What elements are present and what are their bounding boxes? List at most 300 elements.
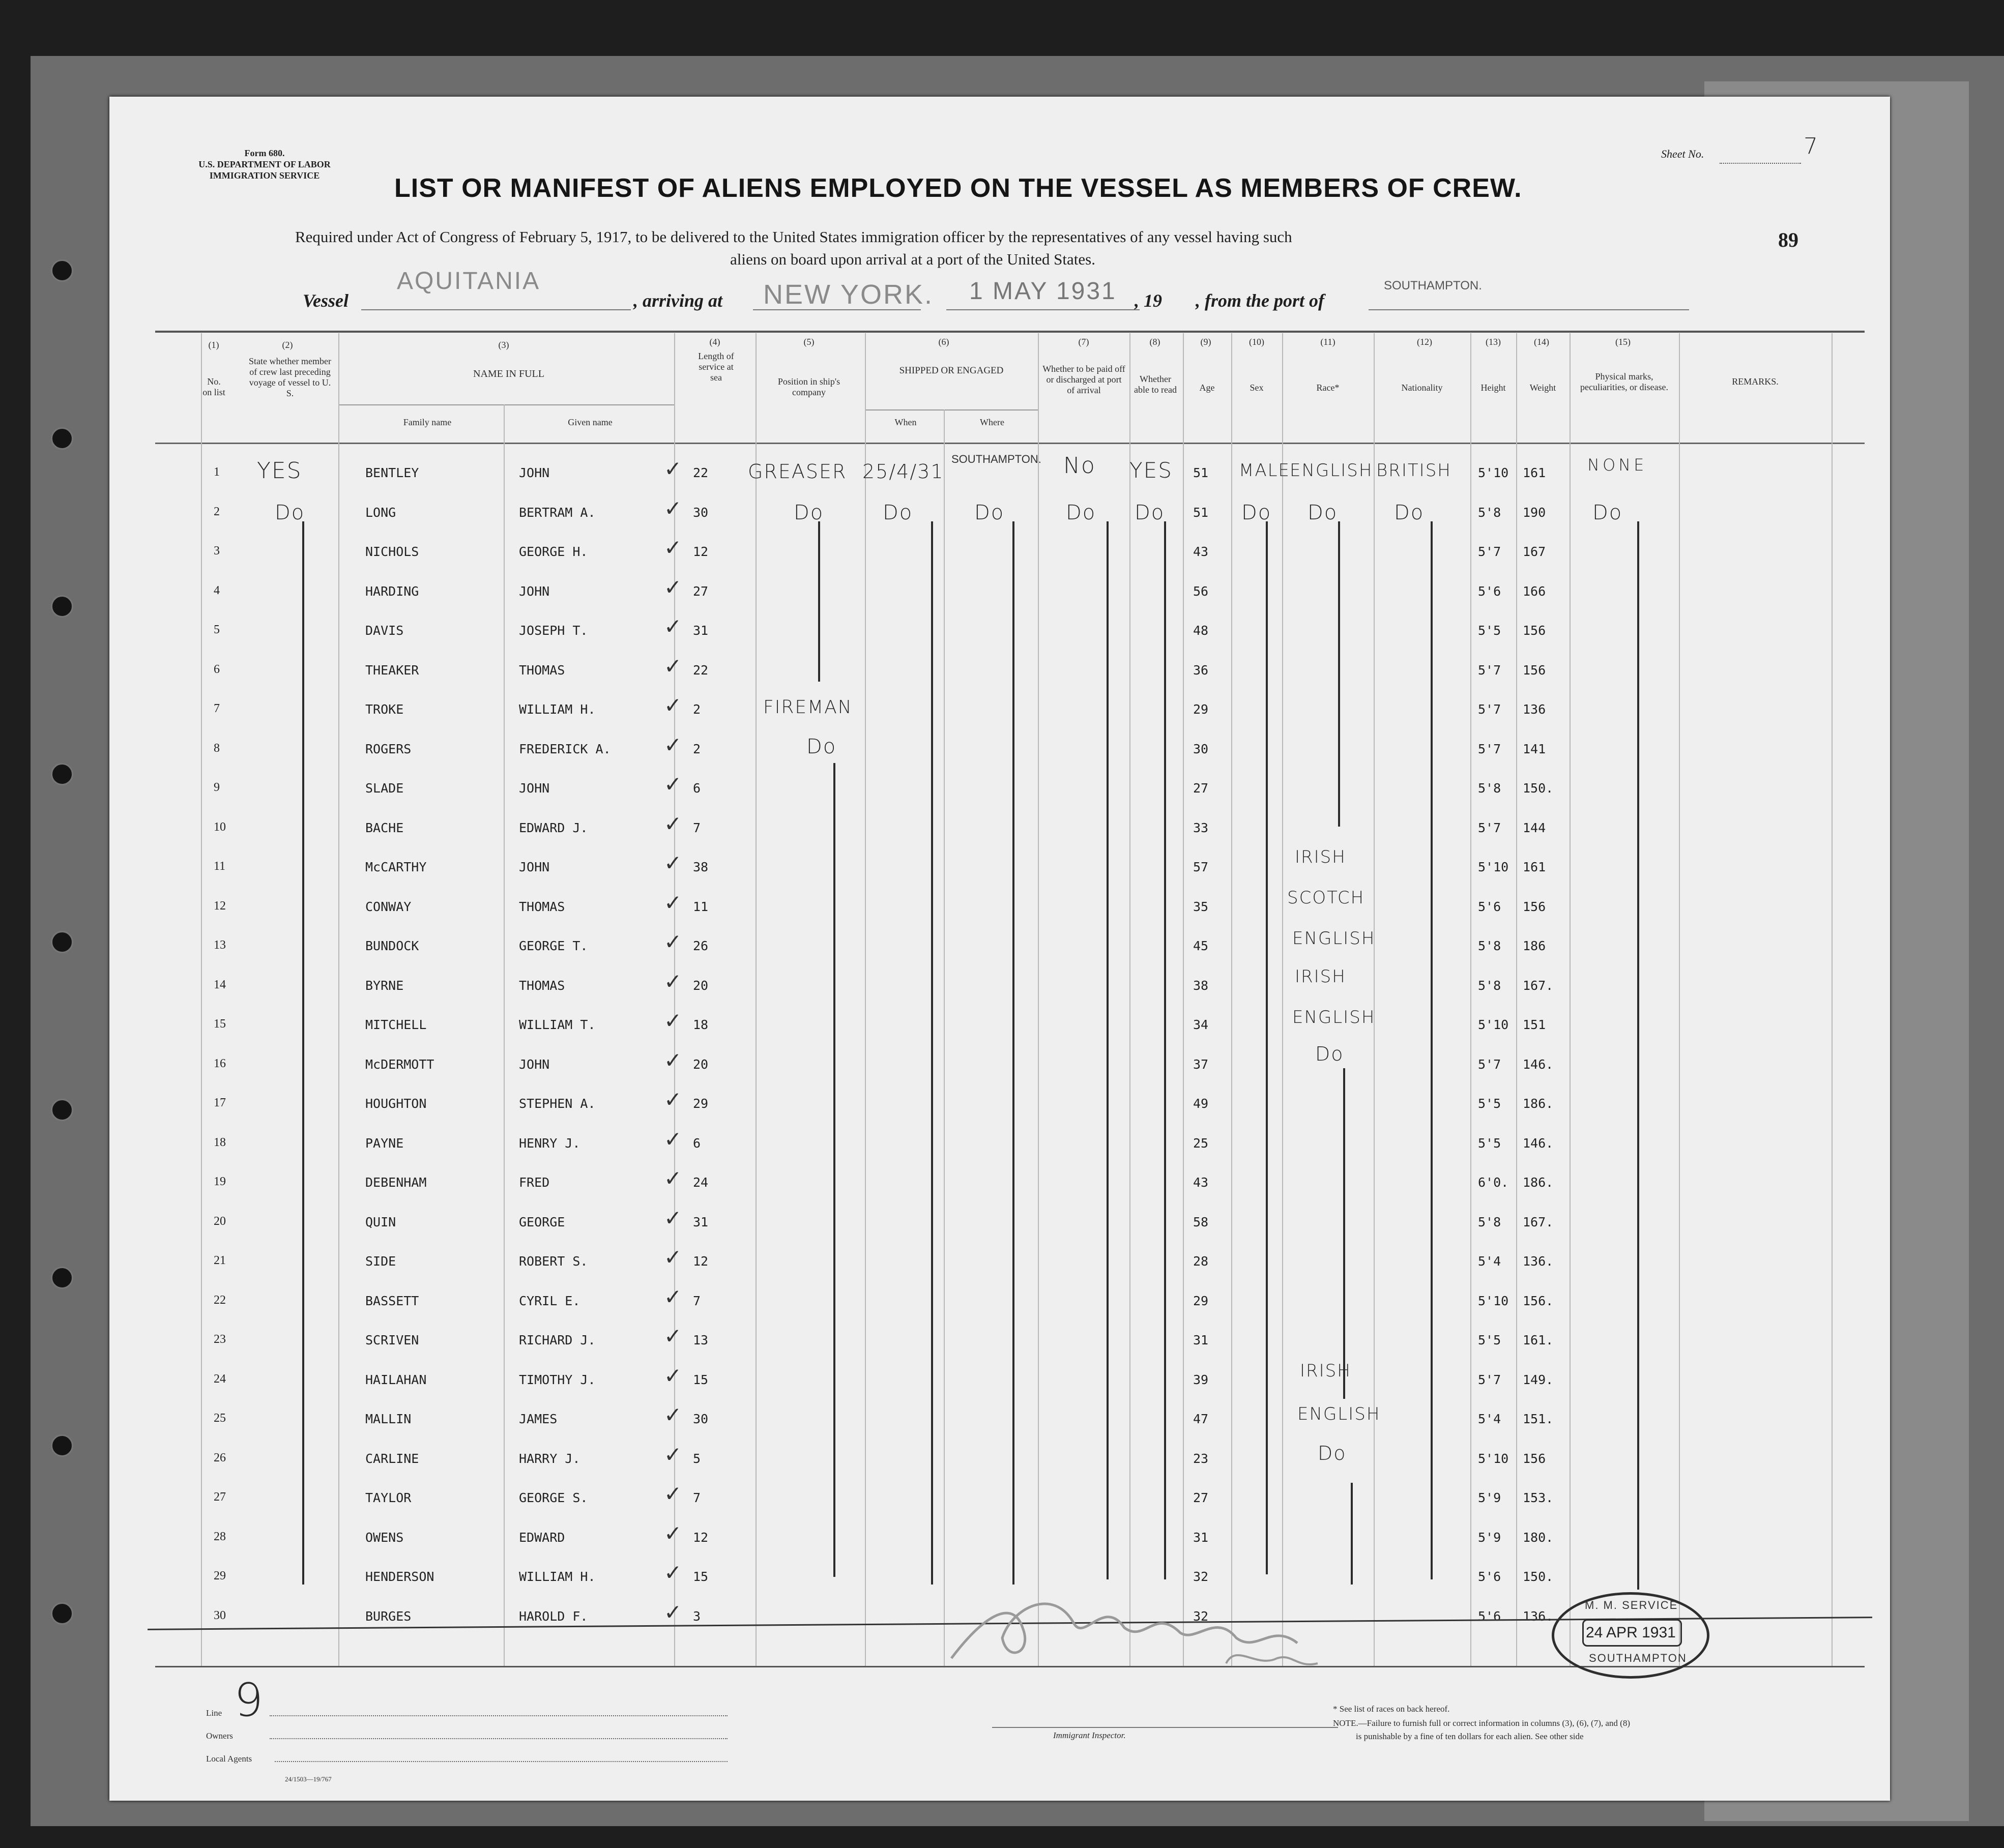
weight-cell: 180. — [1523, 1530, 1554, 1545]
given-name-cell: HENRY J. — [519, 1136, 580, 1151]
family-name-cell: CONWAY — [365, 899, 412, 914]
check-mark-icon: ✓ — [664, 1560, 682, 1585]
col-divider — [338, 333, 339, 1666]
row-number: 9 — [214, 781, 220, 794]
col-num-4: (4) — [709, 337, 720, 347]
family-name-cell: HAILAHAN — [365, 1372, 427, 1387]
ditto-mark: Do — [1135, 501, 1165, 524]
row-number: 17 — [214, 1096, 226, 1109]
header-previous-voyage: State whether member of crew last preceding voyage of vessel to U. S. — [249, 356, 331, 398]
row-number: 14 — [214, 978, 226, 991]
binder-hole-icon — [51, 1602, 73, 1625]
hw-position-ditto: Do — [806, 735, 837, 758]
sheet-label: Sheet No. — [1661, 148, 1704, 160]
weight-cell: 141 — [1523, 742, 1546, 756]
service-length-cell: 31 — [693, 1215, 709, 1229]
col-num-6: (6) — [938, 337, 949, 347]
row-number: 27 — [214, 1490, 226, 1504]
col-num-12: (12) — [1417, 337, 1432, 347]
hw-position: GREASER — [748, 460, 847, 483]
row-number: 23 — [214, 1333, 226, 1346]
family-name-cell: BASSETT — [365, 1294, 419, 1308]
header-weight: Weight — [1529, 383, 1556, 393]
given-name-cell: JOHN — [519, 465, 550, 480]
vessel-label: Vessel — [303, 290, 348, 311]
height-cell: 5'4 — [1478, 1412, 1501, 1426]
form-number: Form 680. — [244, 148, 285, 158]
family-name-cell: THEAKER — [365, 663, 419, 678]
table-header-rule — [155, 443, 1865, 444]
height-cell: 5'4 — [1478, 1254, 1501, 1269]
age-cell: 43 — [1193, 544, 1209, 559]
height-cell: 5'8 — [1478, 1215, 1501, 1229]
arrival-date: 1 MAY 1931 — [969, 278, 1117, 305]
family-name-cell: BUNDOCK — [365, 938, 419, 953]
col-divider — [1470, 333, 1471, 1666]
ditto-line-race-3 — [1351, 1483, 1353, 1585]
header-name-in-full: NAME IN FULL — [473, 368, 544, 379]
age-cell: 36 — [1193, 663, 1209, 678]
header-nationality: Nationality — [1401, 383, 1443, 393]
age-cell: 47 — [1193, 1412, 1209, 1426]
weight-cell: 186 — [1523, 938, 1546, 953]
col-num-8: (8) — [1149, 337, 1160, 347]
row-number: 21 — [214, 1254, 226, 1267]
age-cell: 29 — [1193, 1294, 1209, 1308]
row-number: 16 — [214, 1057, 226, 1070]
footer-note-2: is punishable by a fine of ten dollars for each alien. See other side — [1356, 1732, 1584, 1741]
service-length-cell: 12 — [693, 544, 709, 559]
ditto-mark: Do — [794, 501, 824, 524]
family-name-cell: DAVIS — [365, 623, 404, 638]
port-underline — [753, 309, 921, 310]
check-mark-icon: ✓ — [664, 850, 682, 875]
ditto-line-previous-voyage — [302, 521, 304, 1585]
given-name-cell: GEORGE — [519, 1215, 565, 1229]
service-length-cell: 13 — [693, 1333, 709, 1347]
family-name-cell: MALLIN — [365, 1412, 412, 1426]
hw-nationality: BRITISH — [1376, 460, 1451, 481]
col-num-14: (14) — [1534, 337, 1549, 347]
check-mark-icon: ✓ — [664, 772, 682, 797]
age-cell: 37 — [1193, 1057, 1209, 1072]
col-divider — [1374, 333, 1375, 1666]
given-name-cell: JOHN — [519, 584, 550, 599]
family-name-cell: McDERMOTT — [365, 1057, 434, 1072]
given-name-cell: HARRY J. — [519, 1451, 580, 1466]
hw-race-irish: IRISH — [1295, 966, 1346, 987]
check-mark-icon: ✓ — [664, 969, 682, 994]
col-divider — [1038, 333, 1039, 1666]
given-name-cell: TIMOTHY J. — [519, 1372, 596, 1387]
weight-cell: 167 — [1523, 544, 1546, 559]
col-divider — [1129, 333, 1130, 1666]
check-mark-icon: ✓ — [664, 1402, 682, 1427]
age-cell: 56 — [1193, 584, 1209, 599]
header-position: Position in ship's company — [777, 376, 840, 397]
col-num-15: (15) — [1615, 337, 1631, 347]
weight-cell: 136. — [1523, 1609, 1554, 1624]
weight-cell: 166 — [1523, 584, 1546, 599]
check-mark-icon: ✓ — [664, 1442, 682, 1467]
ditto-mark: Do — [883, 501, 913, 524]
family-name-cell: BYRNE — [365, 978, 404, 993]
height-cell: 5'9 — [1478, 1490, 1501, 1505]
hw-race-english: ENGLISH — [1297, 1404, 1381, 1424]
service-length-cell: 30 — [693, 505, 709, 520]
hw-read: YES — [1129, 458, 1173, 483]
given-name-cell: FREDERICK A. — [519, 742, 611, 756]
family-name-cell: BACHE — [365, 820, 404, 835]
col-num-10: (10) — [1249, 337, 1264, 347]
row-number: 11 — [214, 860, 226, 873]
ditto-line-race — [1338, 521, 1340, 827]
row-number: 20 — [214, 1215, 226, 1228]
service-length-cell: 3 — [693, 1609, 701, 1624]
list-number: 89 — [1778, 228, 1798, 251]
height-cell: 5'7 — [1478, 1372, 1501, 1387]
ditto-mark: Do — [1066, 501, 1096, 524]
given-name-cell: RICHARD J. — [519, 1333, 596, 1347]
row-number: 2 — [214, 505, 220, 518]
from-port: SOUTHAMPTON. — [1384, 279, 1482, 292]
given-name-cell: WILLIAM T. — [519, 1017, 596, 1032]
weight-cell: 161. — [1523, 1333, 1554, 1347]
service-length-cell: 29 — [693, 1096, 709, 1111]
height-cell: 5'7 — [1478, 742, 1501, 756]
service-length-cell: 6 — [693, 1136, 701, 1151]
weight-cell: 144 — [1523, 820, 1546, 835]
ditto-line-physical-marks — [1637, 521, 1639, 1590]
hw-race-irish: IRISH — [1300, 1361, 1351, 1381]
family-name-cell: LONG — [365, 505, 396, 520]
ditto-mark: Do — [974, 501, 1005, 524]
footer-print-code: 24/1503—19/767 — [285, 1775, 332, 1783]
check-mark-icon: ✓ — [664, 1521, 682, 1546]
given-name-cell: ROBERT S. — [519, 1254, 588, 1269]
weight-cell: 150. — [1523, 781, 1554, 796]
service-length-cell: 26 — [693, 938, 709, 953]
ditto-line-nationality — [1431, 521, 1433, 1579]
weight-cell: 190 — [1523, 505, 1546, 520]
col-divider — [756, 333, 757, 1666]
height-cell: 5'10 — [1478, 860, 1509, 874]
given-name-cell: GEORGE S. — [519, 1490, 588, 1505]
binder-hole-icon — [51, 427, 73, 450]
service-length-cell: 15 — [693, 1372, 709, 1387]
hw-footer-mark: 9 — [234, 1674, 265, 1727]
ditto-line-sex — [1266, 521, 1268, 1574]
weight-cell: 167. — [1523, 978, 1554, 993]
date-underline — [946, 309, 1140, 310]
weight-cell: 156 — [1523, 899, 1546, 914]
check-mark-icon: ✓ — [664, 456, 682, 481]
col-divider — [1516, 333, 1517, 1666]
service-length-cell: 30 — [693, 1412, 709, 1426]
check-mark-icon: ✓ — [664, 1363, 682, 1388]
service-name: IMMIGRATION SERVICE — [209, 170, 320, 181]
check-mark-icon: ✓ — [664, 575, 682, 600]
binder-hole-icon — [51, 1267, 73, 1289]
binder-hole-icon — [51, 1434, 73, 1457]
age-cell: 29 — [1193, 702, 1209, 717]
col-num-11: (11) — [1320, 337, 1335, 347]
service-length-cell: 11 — [693, 899, 709, 914]
header-able-to-read: Whether able to read — [1134, 374, 1177, 395]
header-when: When — [894, 417, 917, 427]
weight-cell: 146. — [1523, 1057, 1554, 1072]
height-cell: 5'6 — [1478, 584, 1501, 599]
given-name-cell: EDWARD J. — [519, 820, 588, 835]
stamp-date: 24 APR 1931 — [1586, 1624, 1676, 1641]
col-divider — [504, 404, 505, 1666]
inspection-stamp — [1552, 1592, 1709, 1679]
footer-owners-rule — [270, 1738, 728, 1739]
hw-race-ditto: Do — [1315, 1043, 1344, 1065]
height-cell: 5'8 — [1478, 978, 1501, 993]
service-length-cell: 24 — [693, 1175, 709, 1190]
row-number: 19 — [214, 1175, 226, 1188]
col-num-5: (5) — [803, 337, 815, 347]
given-name-cell: BERTRAM A. — [519, 505, 596, 520]
check-mark-icon: ✓ — [664, 654, 682, 679]
hw-race: ENGLISH — [1290, 460, 1373, 481]
given-name-cell: JOHN — [519, 1057, 550, 1072]
check-mark-icon: ✓ — [664, 1127, 682, 1152]
height-cell: 5'6 — [1478, 1609, 1501, 1624]
header-length-of-service: Length of service at sea — [698, 351, 734, 383]
family-name-cell: HENDERSON — [365, 1569, 434, 1584]
hw-race-english: ENGLISH — [1292, 1007, 1376, 1028]
age-cell: 31 — [1193, 1530, 1209, 1545]
col-divider — [865, 333, 866, 1666]
hw-sex: MALE — [1239, 460, 1291, 481]
family-name-cell: MITCHELL — [365, 1017, 427, 1032]
given-name-cell: WILLIAM H. — [519, 702, 596, 717]
name-subheader-rule — [338, 404, 674, 405]
ditto-mark: Do — [1592, 501, 1623, 524]
row-number: 7 — [214, 702, 220, 715]
col-divider — [1570, 333, 1571, 1666]
service-length-cell: 22 — [693, 663, 709, 678]
row-number: 12 — [214, 899, 226, 913]
ditto-line-where — [1012, 521, 1014, 1585]
service-length-cell: 7 — [693, 820, 701, 835]
age-cell: 23 — [1193, 1451, 1209, 1466]
check-mark-icon: ✓ — [664, 1324, 682, 1348]
height-cell: 5'6 — [1478, 899, 1501, 914]
age-cell: 51 — [1193, 465, 1209, 480]
service-length-cell: 38 — [693, 860, 709, 874]
hw-physical-marks: NONE — [1587, 455, 1647, 475]
subtitle-line-1: Required under Act of Congress of February 5, 1917, to be delivered to the United States immigration officer by the representatives of any vessel having such — [295, 228, 1292, 246]
age-cell: 25 — [1193, 1136, 1209, 1151]
hw-when: 25/4/31 — [862, 460, 944, 483]
inspector-signature-rule — [992, 1727, 1338, 1728]
footer-agents-label: Local Agents — [206, 1754, 252, 1764]
binder-hole-icon — [51, 259, 73, 282]
col-divider — [201, 333, 202, 1666]
header-family-name: Family name — [403, 417, 452, 427]
given-name-cell: THOMAS — [519, 663, 565, 678]
col-divider — [944, 409, 945, 1666]
weight-cell: 151. — [1523, 1412, 1554, 1426]
col-num-1: (1) — [208, 340, 219, 350]
ditto-line-read — [1164, 521, 1166, 1579]
check-mark-icon: ✓ — [664, 693, 682, 718]
binder-hole-icon — [51, 763, 73, 785]
col-num-3: (3) — [498, 340, 509, 350]
footer-line-label: Line — [206, 1708, 222, 1718]
check-mark-icon: ✓ — [664, 1166, 682, 1191]
service-length-cell: 7 — [693, 1294, 701, 1308]
hw-race-english: ENGLISH — [1292, 928, 1376, 949]
given-name-cell: JOHN — [519, 860, 550, 874]
height-cell: 5'10 — [1478, 1017, 1509, 1032]
inspector-label: Immigrant Inspector. — [1053, 1730, 1126, 1740]
arriving-label: , arriving at — [633, 290, 723, 311]
footer-note-races: * See list of races on back hereof. — [1333, 1704, 1450, 1714]
hw-race-irish: IRISH — [1295, 847, 1346, 867]
given-name-cell: EDWARD — [519, 1530, 565, 1545]
weight-cell: 151 — [1523, 1017, 1546, 1032]
age-cell: 48 — [1193, 623, 1209, 638]
height-cell: 5'5 — [1478, 1136, 1501, 1151]
check-mark-icon: ✓ — [664, 929, 682, 954]
family-name-cell: SCRIVEN — [365, 1333, 419, 1347]
height-cell: 5'5 — [1478, 1333, 1501, 1347]
check-mark-icon: ✓ — [664, 614, 682, 639]
service-length-cell: 18 — [693, 1017, 709, 1032]
shipped-subheader-rule — [865, 409, 1038, 410]
age-cell: 49 — [1193, 1096, 1209, 1111]
age-cell: 39 — [1193, 1372, 1209, 1387]
height-cell: 5'8 — [1478, 505, 1501, 520]
service-length-cell: 20 — [693, 978, 709, 993]
height-cell: 5'7 — [1478, 544, 1501, 559]
height-cell: 5'9 — [1478, 1530, 1501, 1545]
family-name-cell: NICHOLS — [365, 544, 419, 559]
age-cell: 35 — [1193, 899, 1209, 914]
header-age: Age — [1199, 383, 1215, 393]
weight-cell: 156. — [1523, 1294, 1554, 1308]
given-name-cell: THOMAS — [519, 978, 565, 993]
header-physical-marks: Physical marks, peculiarities, or disease. — [1580, 371, 1668, 392]
family-name-cell: McCARTHY — [365, 860, 427, 874]
service-length-cell: 22 — [693, 465, 709, 480]
sheet-number: 7 — [1804, 133, 1819, 159]
family-name-cell: ROGERS — [365, 742, 412, 756]
service-length-cell: 7 — [693, 1490, 701, 1505]
given-name-cell: JOHN — [519, 781, 550, 796]
age-cell: 32 — [1193, 1569, 1209, 1584]
family-name-cell: TAYLOR — [365, 1490, 412, 1505]
department-name: U.S. DEPARTMENT OF LABOR — [198, 159, 331, 169]
col-divider — [1231, 333, 1232, 1666]
age-cell: 51 — [1193, 505, 1209, 520]
age-cell: 27 — [1193, 1490, 1209, 1505]
weight-cell: 161 — [1523, 465, 1546, 480]
footer-note-1: NOTE.—Failure to furnish full or correct information in columns (3), (6), (7), and (8) — [1333, 1718, 1630, 1728]
ditto-line-when — [931, 521, 933, 1585]
age-cell: 28 — [1193, 1254, 1209, 1269]
family-name-cell: SLADE — [365, 781, 404, 796]
family-name-cell: TROKE — [365, 702, 404, 717]
service-length-cell: 27 — [693, 584, 709, 599]
given-name-cell: JAMES — [519, 1412, 558, 1426]
ditto-line-paid-off — [1107, 521, 1109, 1579]
service-length-cell: 20 — [693, 1057, 709, 1072]
arriving-port: NEW YORK. — [763, 279, 934, 310]
weight-cell: 186. — [1523, 1175, 1554, 1190]
given-name-cell: GEORGE T. — [519, 938, 588, 953]
hw-position-fireman: FIREMAN — [763, 697, 853, 718]
table-top-rule — [155, 331, 1865, 333]
row-number: 3 — [214, 544, 220, 558]
ditto-mark: Do — [1241, 501, 1272, 524]
ditto-line-position — [818, 521, 820, 682]
service-length-cell: 6 — [693, 781, 701, 796]
from-port-label: , from the port of — [1196, 290, 1325, 311]
weight-cell: 167. — [1523, 1215, 1554, 1229]
row-number: 26 — [214, 1451, 226, 1464]
ditto-mark: Do — [1394, 501, 1425, 524]
footer-line-rule — [270, 1715, 728, 1716]
height-cell: 5'7 — [1478, 663, 1501, 678]
ditto-line-race-2 — [1343, 1068, 1345, 1399]
row-number: 18 — [214, 1136, 226, 1149]
given-name-cell: STEPHEN A. — [519, 1096, 596, 1111]
col-num-13: (13) — [1486, 337, 1501, 347]
height-cell: 5'6 — [1478, 1569, 1501, 1584]
age-cell: 32 — [1193, 1609, 1209, 1624]
hw-previous-voyage: YES — [257, 458, 302, 484]
stamp-top-text: M. M. SERVICE — [1585, 1599, 1678, 1611]
weight-cell: 150. — [1523, 1569, 1554, 1584]
row-number: 25 — [214, 1412, 226, 1425]
height-cell: 5'7 — [1478, 1057, 1501, 1072]
footer-owners-label: Owners — [206, 1731, 233, 1741]
hw-where: SOUTHAMPTON. — [951, 453, 1041, 465]
height-cell: 5'10 — [1478, 1294, 1509, 1308]
row-number: 4 — [214, 584, 220, 597]
given-name-cell: GEORGE H. — [519, 544, 588, 559]
service-length-cell: 12 — [693, 1254, 709, 1269]
weight-cell: 161 — [1523, 860, 1546, 874]
height-cell: 5'7 — [1478, 820, 1501, 835]
row-number: 10 — [214, 820, 226, 834]
col-divider — [1282, 333, 1283, 1666]
check-mark-icon: ✓ — [664, 496, 682, 521]
col-divider — [1183, 333, 1184, 1666]
age-cell: 43 — [1193, 1175, 1209, 1190]
from-port-underline — [1369, 309, 1689, 310]
check-mark-icon: ✓ — [664, 1245, 682, 1270]
service-length-cell: 5 — [693, 1451, 701, 1466]
row-number: 15 — [214, 1017, 226, 1031]
header-paid-off: Whether to be paid off or discharged at port of arrival — [1042, 364, 1125, 395]
check-mark-icon: ✓ — [664, 1284, 682, 1309]
check-mark-icon: ✓ — [664, 1048, 682, 1073]
check-mark-icon: ✓ — [664, 811, 682, 836]
col-num-2: (2) — [282, 340, 293, 350]
height-cell: 5'7 — [1478, 702, 1501, 717]
weight-cell: 149. — [1523, 1372, 1554, 1387]
weight-cell: 156 — [1523, 1451, 1546, 1466]
family-name-cell: DEBENHAM — [365, 1175, 427, 1190]
weight-cell: 156 — [1523, 623, 1546, 638]
age-cell: 27 — [1193, 781, 1209, 796]
